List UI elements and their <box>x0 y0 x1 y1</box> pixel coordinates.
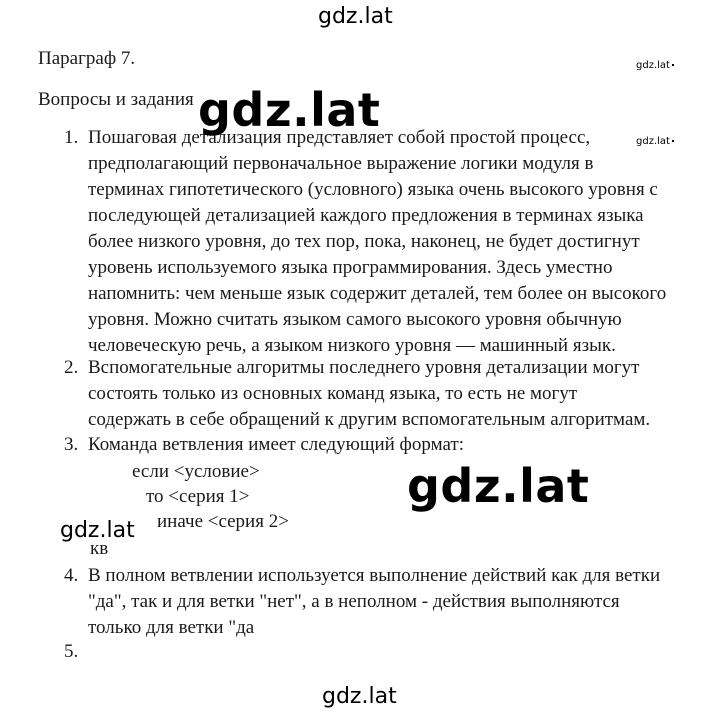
code-line: то <серия 1> <box>146 486 250 507</box>
item-line: Вспомогательные алгоритмы последнего уровня детализации могут <box>88 357 640 378</box>
item-line: В полном ветвлении используется выполнение действий как для ветки <box>88 565 661 586</box>
code-line: если <условие> <box>132 461 260 482</box>
item-line: Команда ветвления имеет следующий формат: <box>88 434 464 455</box>
code-line: иначе <серия 2> <box>157 511 289 532</box>
item-line: состоять только из основных команд языка, то есть не могут <box>88 383 578 404</box>
item-number: 3. <box>64 434 79 455</box>
watermark-top: gdz.lat <box>318 4 393 29</box>
watermark-dot-2 <box>672 140 674 142</box>
item-line: уровня. Можно считать языком самого высокого уровня обычную <box>88 309 622 330</box>
watermark-small-2: gdz.lat <box>636 136 670 147</box>
item-number: 4. <box>64 565 79 586</box>
item-line: уровень используемого языка программирования. Здесь уместно <box>88 257 613 278</box>
watermark-big-2: gdz.lat <box>407 459 590 513</box>
item-line: человеческую речь, а языком низкого уровня — машинный язык. <box>88 335 616 356</box>
item-line: "да", так и для ветки "нет", а в неполном - действия выполняются <box>88 591 620 612</box>
watermark-dot-1 <box>672 64 674 66</box>
code-line: кв <box>90 538 109 559</box>
paragraph-heading: Параграф 7. <box>38 48 136 69</box>
item-line: только для ветки "да <box>88 617 255 638</box>
watermark-bottom: gdz.lat <box>322 684 397 709</box>
item-line: Пошаговая детализация представляет собой простой процесс, <box>88 127 591 148</box>
watermark-big-1: gdz.lat <box>198 83 381 137</box>
item-number: 2. <box>64 357 79 378</box>
watermark-mid-left: gdz.lat <box>60 518 135 543</box>
item-line: напомнить: чем меньше язык содержит деталей, тем более он высокого <box>88 283 667 304</box>
item-number: 5. <box>64 641 79 662</box>
item-line: последующей детализацией каждого предложения в терминах языка <box>88 205 644 226</box>
item-line: содержать в себе обращений к другим вспомогательным алгоритмам. <box>88 409 651 430</box>
item-line: более низкого уровня, до тех пор, пока, наконец, не будет достигнут <box>88 231 640 252</box>
item-line: предполагающий первоначальное выражение логики модуля в <box>88 153 594 174</box>
watermark-small-1: gdz.lat <box>636 60 670 71</box>
item-number: 1. <box>64 127 79 148</box>
section-title: Вопросы и задания <box>38 89 194 110</box>
item-line: терминах гипотетического (условного) языка очень высокого уровня с <box>88 179 658 200</box>
